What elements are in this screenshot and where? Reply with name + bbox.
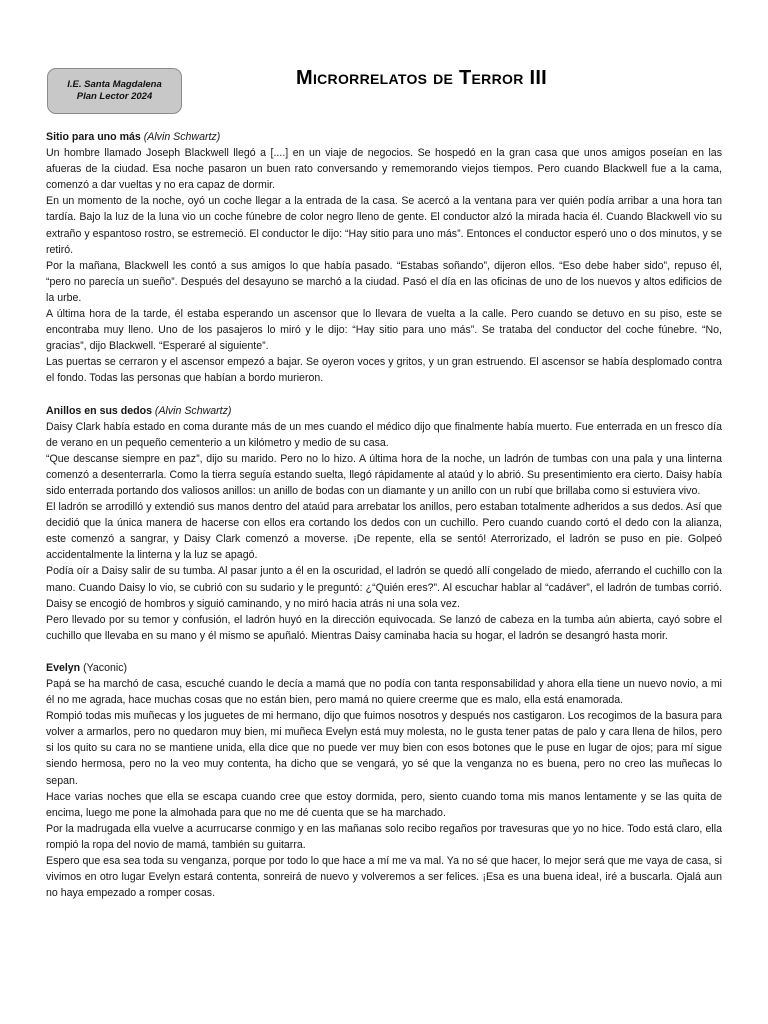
story-author: (Alvin Schwartz) [143, 131, 221, 143]
program-name: Plan Lector 2024 [76, 91, 153, 102]
story-title: Sitio para uno más [46, 131, 141, 143]
stories-content [46, 129, 722, 917]
story-sitio [46, 129, 722, 387]
story-paragraph: El ladrón se arrodilló y extendió sus manos dentro del ataúd para arrebatar los anillos, pero estaban totalmente adheridos a sus dedos. Así que decidió que la única manera de hacerse con ellos era cortando los dedos con un cuchillo. Pero cuando cuando cortó el dedo con la alianza, este comenzó a sangrar, y Daisy Clark comenzó a moverse. ¡De repente, ella se sentó! Aterrorizado, el ladrón se puso en pie. Golpeó accidentalmente la linterna y la luz se apagó. [46, 501, 722, 562]
story-title: Evelyn [46, 661, 81, 674]
school-name: I.E. Santa Magdalena [67, 79, 162, 90]
story-author: (Alvin Schwartz) [154, 404, 232, 417]
story-paragraph: Rompió todas mis muñecas y los juguetes de mi hermano, dijo que fuimos nosotros y después nos castigaron. Los recogimos de la basura para volver a armarlos, pero no quedaron muy bien, mi muñeca Evelyn está muy molesta, no le gusta tener patas de palo y cara llena de hilos, pero si los quito su cara no se mantiene unida, ella dice que no puede ver muy bien con esos botones que le puse en lugar de ojos; para mí sigue siendo hermosa, pero no la veo muy contenta, ha dicho que se vengará, yo sé que la venganza no es buena, pero no creo las muñecas lo sepan. [46, 710, 723, 787]
school-badge [47, 68, 182, 114]
story-paragraph: En un momento de la noche, oyó un coche llegar a la entrada de la casa. Se acercó a la ventana para ver quién podía arribar a una hora tan tardía. Bajo la luz de la luna vio un coche fúnebre de color negro lleno de gente. El conductor alzó la mirada hacia él. Cuando Blackwell vio su extraño y espantoso rostro, se estremeció. El conductor le dijo: “Hay sitio para uno más”. Entonces el conductor esperó uno o dos minutos, y se retiró. [46, 195, 722, 256]
story-paragraph: Por la mañana, Blackwell les contó a sus amigos lo que había pasado. “Estabas soñando”, dijeron ellos. “Eso debe haber sido”, repuso él, “pero no parecía un sueño”. Después del desayuno se marchó a la ciudad. Pasó el día en las oficinas de uno de los nuevos y altos edificios de la urbe. [46, 259, 722, 304]
story-title: Anillos en sus dedos [46, 404, 152, 417]
story-paragraph: Daisy Clark había estado en coma durante más de un mes cuando el médico dijo que finalmente había muerto. Fue enterrada en un fresco día de verano en un pequeño cementerio a un kilómetro y medio de su casa. [46, 420, 722, 449]
story-paragraph: Papá se ha marchó de casa, escuché cuando le decía a mamá que no podía con tanta responsabilidad y ahora ella tiene un nuevo novio, a mi él no me agrada, hace muchas cosas que no están bien, pero mamá no quiere creerme que es malo, ella está enamorada. [46, 678, 722, 707]
story-paragraph: Las puertas se cerraron y el ascensor empezó a bajar. Se oyeron voces y gritos, y un gran estruendo. El ascensor se había desplomado contra el fondo. Todas las personas que habían a bordo murieron. [46, 356, 722, 385]
story-anillos [46, 403, 722, 644]
story-paragraph: Hace varias noches que ella se escapa cuando cree que estoy dormida, pero, siento cuando toma mis manos lentamente y se las quita de encima, luego me pone la almohada para que no me dé cuenta que se ha marchado. [46, 790, 722, 819]
story-author: (Yaconic) [83, 661, 128, 674]
story-heading [46, 660, 722, 676]
story-heading [46, 403, 722, 419]
story-evelyn [46, 660, 722, 901]
story-paragraph: Un hombre llamado Joseph Blackwell llegó a [....] en un viaje de negocios. Se hospedó en la gran casa que unos amigos poseían en las afueras de la ciudad. Esa noche pasaron un buen rato conversando y rememorando viejos tiempos. Pero cuando Blackwell fue a la cama, comenzó a dar vueltas y no era capaz de dormir. [46, 147, 722, 192]
story-paragraph: Por la madrugada ella vuelve a acurrucarse conmigo y en las mañanas solo recibo regaños por travesuras que yo no hice. Todo está claro, ella rompió la ropa del novio de mamá, también su guitarra. [46, 822, 722, 851]
story-paragraph: “Que descanse siempre en paz”, dijo su marido. Pero no lo hizo. A última hora de la noche, un ladrón de tumbas con una pala y una linterna comenzó a desenterrarla. Como la tierra seguía estando suelta, llegó rápidamente al ataúd y lo abrió. Su presentimiento era cierto. Daisy había sido enterrada portando dos valiosos anillos: un anillo de bodas con un diamante y un anillo con un rubí que brillaba como si estuviera vivo. [46, 452, 722, 497]
story-heading [46, 129, 722, 145]
story-paragraph: A última hora de la tarde, él estaba esperando un ascensor que lo llevara de vuelta a la calle. Pero cuando se detuvo en su piso, este se encontraba muy lleno. Uno de los pasajeros lo miró y le dijo: “Hay sitio para uno más”. Se trataba del conductor del coche fúnebre. “No, gracias”, dijo Blackwell. “Esperaré al siguiente”. [46, 308, 722, 353]
story-paragraph: Podía oír a Daisy salir de su tumba. Al pasar junto a él en la oscuridad, el ladrón se quedó allí congelado de miedo, aferrando el cuchillo con la mano. Cuando Daisy lo vio, se cubrió con su sudario y le preguntó: ¿“Quién eres?”. Al escuchar hablar al “cadáver”, el ladrón de tumbas corrió. Daisy se encogió de hombros y siguió caminando, y no miró hacia atrás ni una sola vez. [46, 565, 722, 610]
story-paragraph: Espero que esa sea toda su venganza, porque por todo lo que hace a mí me va mal. Ya no sé que hacer, lo mejor será que me vaya de casa, si vivimos en otro lugar Evelyn estará contenta, sonreirá de nuevo y volveremos a ser felices. ¡Esa es una buena idea!, iré a buscarla. Ojalá aun no haya empezado a romper cosas. [46, 855, 722, 900]
story-paragraph: Pero llevado por su temor y confusión, el ladrón huyó en la dirección equivocada. Se lanzó de cabeza en la tumba aún abierta, cayó sobre el cuchillo que llevaba en su mano y él mismo se apuñaló. Mientras Daisy caminaba hacia su hogar, el ladrón se desangró hasta morir. [46, 613, 722, 642]
page-title: Microrrelatos de Terror III [296, 67, 548, 89]
